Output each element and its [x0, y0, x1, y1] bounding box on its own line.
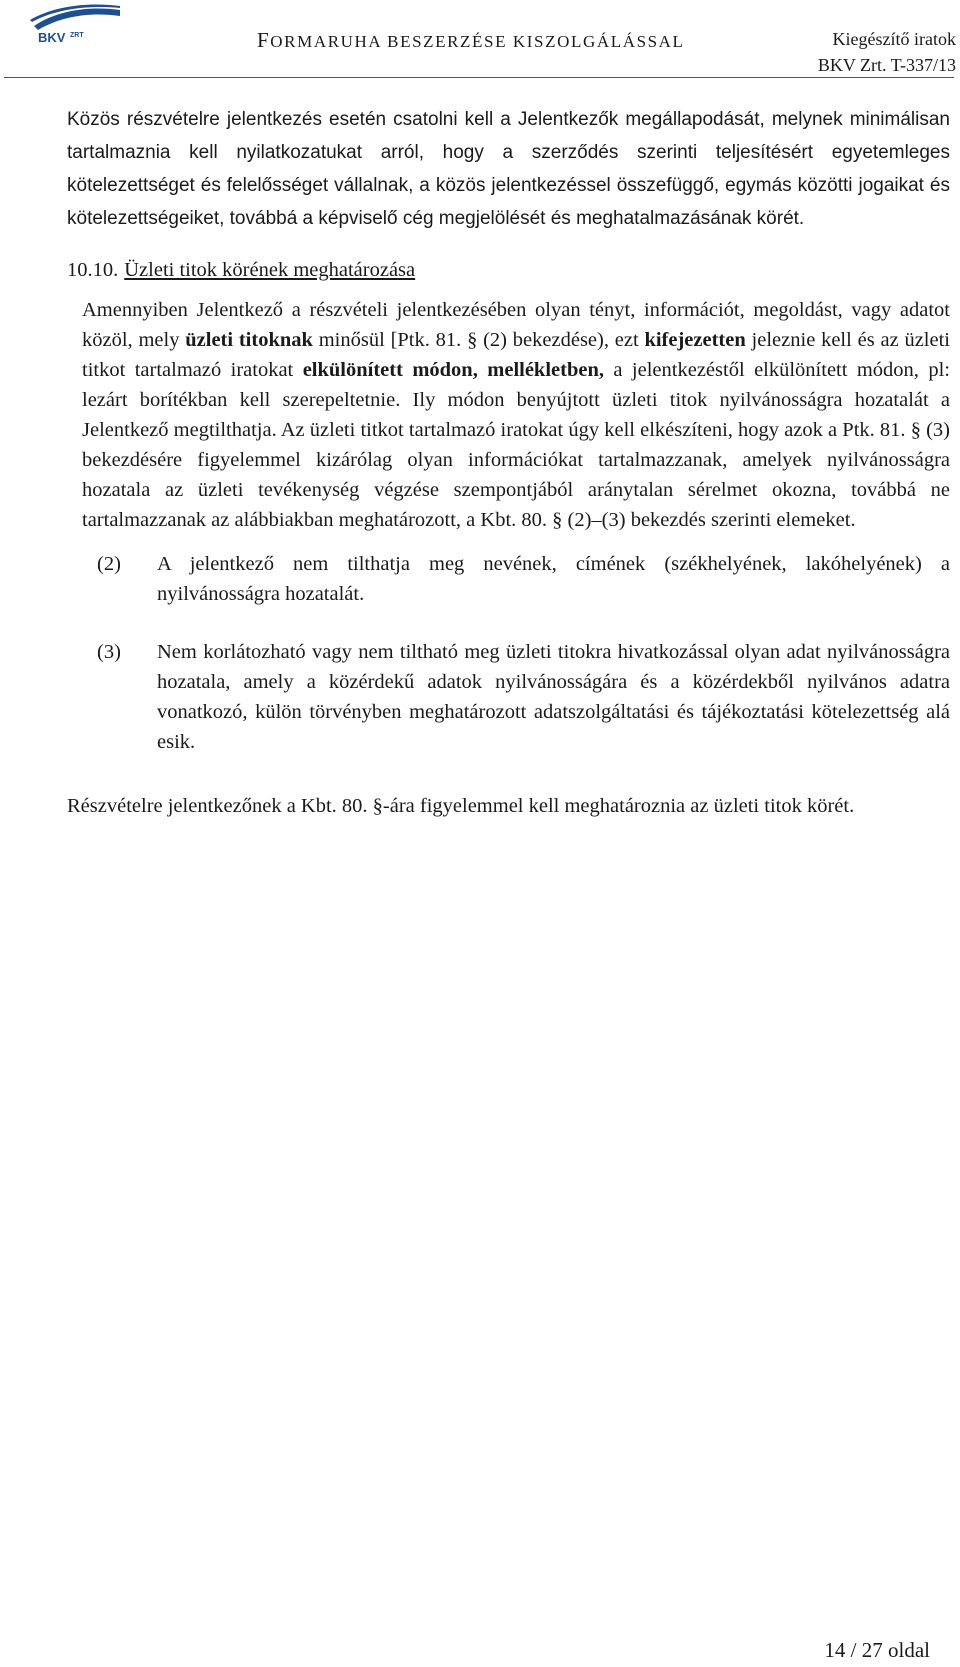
- intro-paragraph-text: Közös részvételre jelentkezés esetén csatolni kell a Jelentkezők megállapodását, melynek minimálisan tartalmaznia kell nyilatkozatukat arról, hogy a szerződés szerinti teljesítésért egyetemleges kötelezettséget és felelősséget vállalnak, a közös jelentkezéssel összefüggő, egymás közötti jogaikat és kötelezettségeiket, továbbá a képviselő cég megjelölését és meghatalmazásának körét.: [67, 109, 950, 229]
- page-content: [67, 103, 950, 821]
- page-number: 14 / 27 oldal: [824, 1638, 930, 1662]
- section-body-text-1: Amennyiben Jelentkező a részvételi jelentkezésében olyan tényt, információt, megoldást, vagy adatot közöl, mely: [82, 299, 950, 351]
- page-header: [0, 0, 960, 80]
- document-title: [257, 28, 685, 53]
- closing-paragraph: Részvételre jelentkezőnek a Kbt. 80. §-ára figyelemmel kell meghatároznia az üzleti titok körét.: [67, 795, 855, 817]
- document-title-initial: F: [257, 28, 271, 52]
- section-body-text-4: a jelentkezéstől elkülönített módon, pl: lezárt borítékban kell szerepeltetnie. Ily módon benyújtott üzleti titok nyilvánosságra hozatalát a Jelentkező megtilthatja. Az üzleti titkot tartalmazó iratokat úgy kell elkészíteni, hogy azok a Ptk. 81. § (3) bekezdésére figyelemmel kizárólag olyan információkat tartalmazzanak, amelyek nyilvánosságra hozatala az üzleti tevékenység végzése szempontjából aránytalan sérelmet okozna, továbbá ne tartalmazzanak az alábbiakban meghatározott, a Kbt. 80. § (2)–(3) bekezdés szerinti elemeket.: [82, 359, 950, 531]
- section-body-bold-2: kifejezetten: [644, 329, 746, 351]
- list-item-text: Nem korlátozható vagy nem tiltható meg üzleti titokra hivatkozással olyan adat nyilvánosságra hozatala, amely a közérdekű adatok nyilvánosságára és a közérdekből nyilvános adatra vonatkozó, külön törvényben meghatározott adatszolgáltatási és tájékoztatási kötelezettség alá esik.: [157, 641, 950, 753]
- section-body: [82, 295, 950, 535]
- header-reference: [818, 26, 956, 78]
- section-title: Üzleti titok körének meghatározása: [124, 259, 416, 281]
- section-heading: [67, 255, 950, 285]
- bkv-logo: [28, 4, 124, 46]
- paragraph-list: [97, 549, 950, 757]
- list-item: [97, 637, 950, 757]
- header-doc-type: Kiegészítő iratok: [832, 29, 956, 49]
- list-item: [97, 549, 950, 609]
- section-body-text-3: jeleznie kell és az üzleti titkot tartalmazó iratokat: [82, 329, 950, 381]
- svg-text:BKV: BKV: [38, 30, 66, 45]
- document-title-rest: ORMARUHA BESZERZÉSE KISZOLGÁLÁSSAL: [270, 32, 685, 51]
- section-body-bold-1: üzleti titoknak: [185, 329, 313, 351]
- section-number: 10.10.: [67, 259, 119, 281]
- section-body-text-2: minősül [Ptk. 81. § (2) bekezdése), ezt: [312, 329, 645, 351]
- list-item-marker: (3): [97, 641, 121, 663]
- intro-paragraph: [67, 103, 950, 235]
- header-doc-number: BKV Zrt. T-337/13: [817, 55, 956, 75]
- svg-text:ZRT: ZRT: [70, 32, 84, 39]
- section-body-bold-3: elkülönített módon, mellékletben,: [302, 359, 604, 381]
- list-item-marker: (2): [97, 553, 121, 575]
- list-item-text: A jelentkező nem tilthatja meg nevének, címének (székhelyének, lakóhelyének) a nyilvánosságra hozatalát.: [157, 553, 950, 605]
- header-divider: [4, 77, 954, 78]
